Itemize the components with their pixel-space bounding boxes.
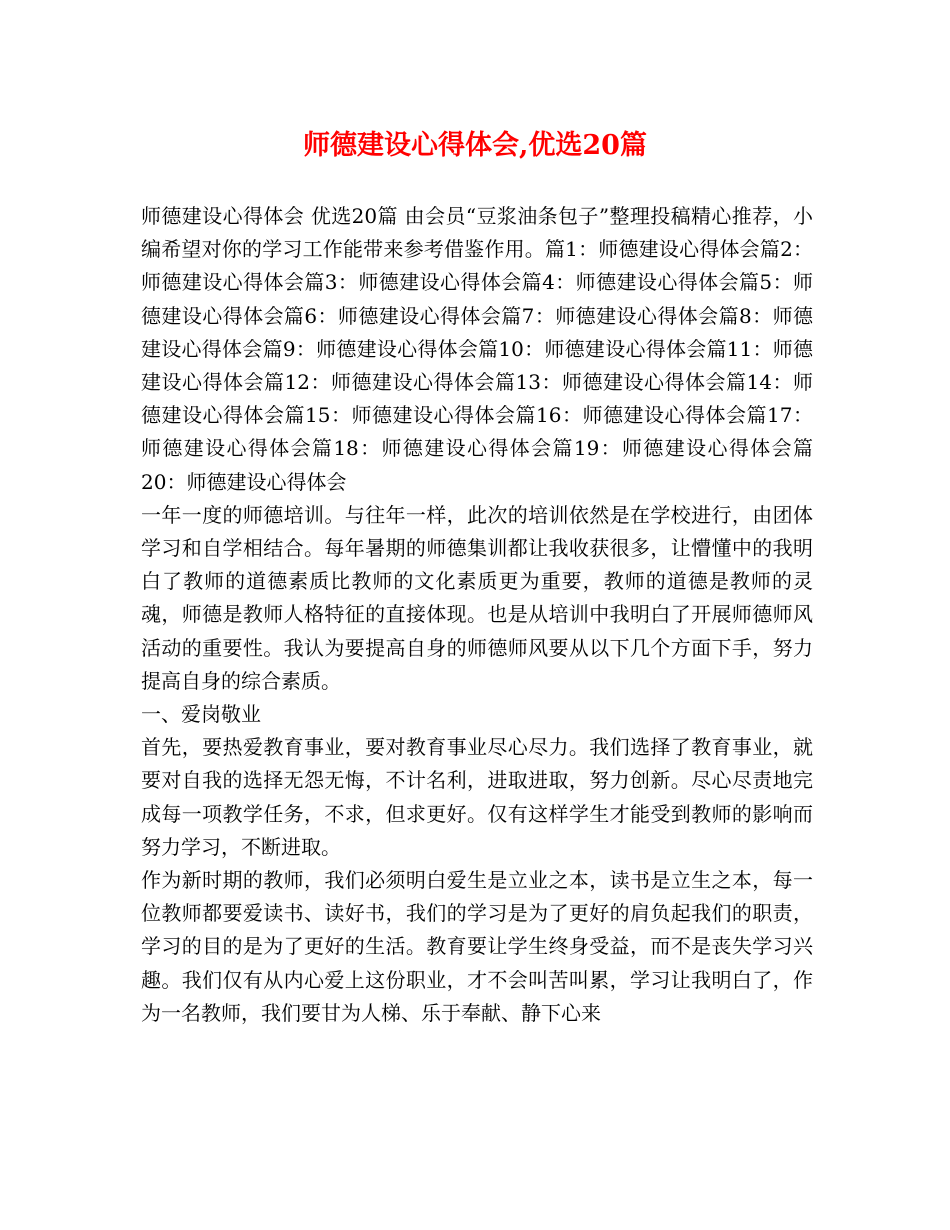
paragraph-love-career: 首先，要热爱教育事业，要对教育事业尽心尽力。我们选择了教育事业，就要对自我的选择无怨无悔，不计名利，进取进取，努力创新。尽心尽责地完成每一项教学任务，不求，但求更好。仅有这样学生才能受到教师的影响而努力学习，不断进取。 bbox=[141, 735, 813, 859]
section-heading-dedication: 一、爱岗敬业 bbox=[141, 702, 261, 727]
paragraph-new-era-teacher: 作为新时期的教师，我们必须明白爱生是立业之本，读书是立生之本，每一位教师都要爱读书、读好书，我们的学习是为了更好的肩负起我们的职责，学习的目的是为了更好的生活。教育要让学生终身受益，而不是丧失学习兴趣。我们仅有从内心爱上这份职业，才不会叫苦叫累，学习让我明白了，作为一名教师，我们要甘为人梯、乐于奉献、静下心来 bbox=[141, 868, 813, 1025]
paragraph-training: 一年一度的师德培训。与往年一样，此次的培训依然是在学校进行，由团体学习和自学相结合。每年暑期的师德集训都让我收获很多，让懵懂中的我明白了教师的道德素质比教师的文化素质更为重要，教师的道德是教师的灵魂，师德是教师人格特征的直接体现。也是从培训中我明白了开展师德师风活动的重要性。我认为要提高自身的师德师风要从以下几个方面下手，努力提高自身的综合素质。 bbox=[141, 502, 813, 693]
paragraph-intro: 师德建设心得体会 优选20篇 由会员“豆浆油条包子”整理投稿精心推荐，小编希望对你的学习工作能带来参考借鉴作用。篇1：师德建设心得体会篇2：师德建设心得体会篇3：师德建设心得体会篇4：师德建设心得体会篇5：师德建设心得体会篇6：师德建设心得体会篇7：师德建设心得体会篇8：师德建设心得体会篇9：师德建设心得体会篇10：师德建设心得体会篇11：师德建设心得体会篇12：师德建设心得体会篇13：师德建设心得体会篇14：师德建设心得体会篇15：师德建设心得体会篇16：师德建设心得体会篇17：师德建设心得体会篇18：师德建设心得体会篇19：师德建设心得体会篇20：师德建设心得体会 bbox=[141, 204, 813, 494]
document-title: 师德建设心得体会,优选20篇 bbox=[303, 130, 647, 161]
document-body bbox=[141, 200, 813, 1030]
